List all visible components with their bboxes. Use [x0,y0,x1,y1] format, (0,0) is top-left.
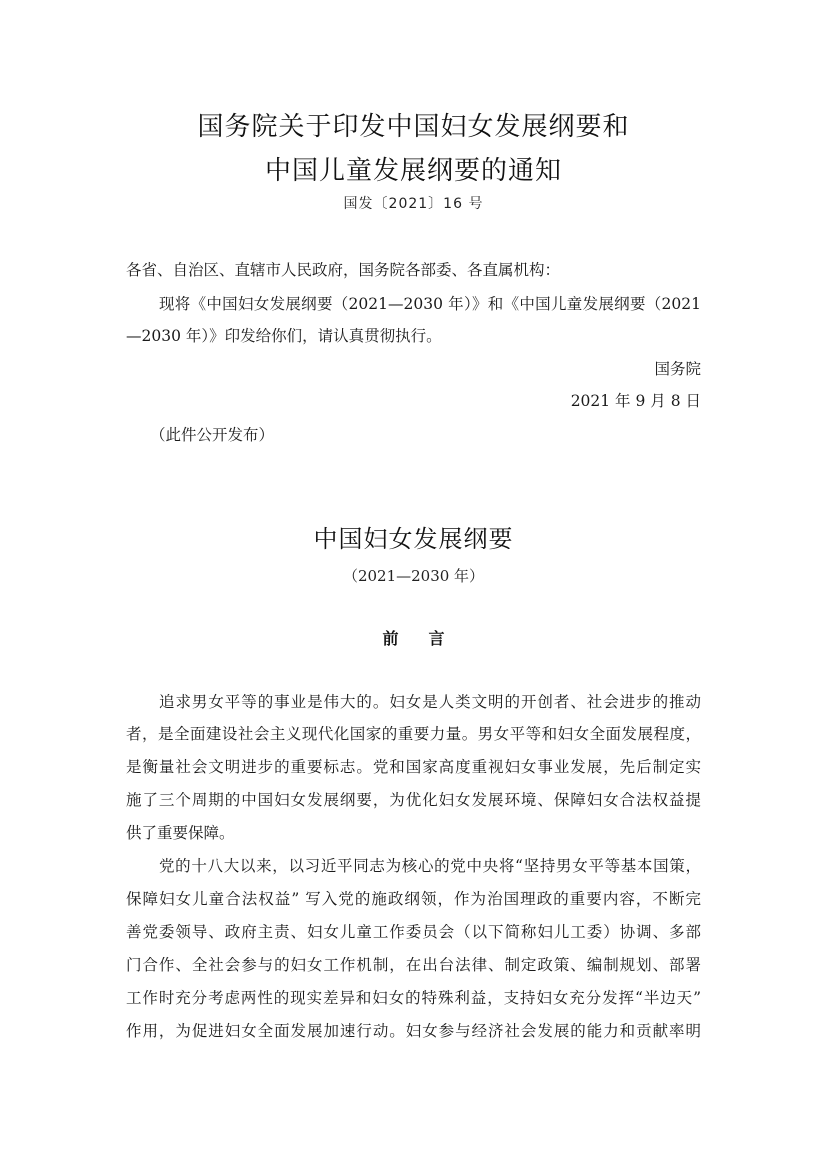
document-number: 国发〔2021〕16 号 [343,196,484,212]
paragraph-1-line: 者，是全面建设社会主义现代化国家的重要力量。男女平等和妇女全面发展程度， [126,725,701,743]
paragraph-2-line: 工作时充分考虑两性的现实差异和妇女的特殊利益，支持妇女充分发挥“半边天” [126,989,701,1007]
notice-title-line-1: 国务院关于印发中国妇女发展纲要和 [197,112,630,142]
paragraph-2-line: 门合作、全社会参与的妇女工作机制，在出台法律、制定政策、编制规划、部署 [126,956,701,974]
paragraph-2-line: 善党委领导、政府主责、妇女儿童工作委员会（以下简称妇儿工委）协调、多部 [126,923,701,941]
outline-title: 中国妇女发展纲要 [313,525,514,553]
paragraph-1-line: 追求男女平等的事业是伟大的。妇女是人类文明的开创者、社会进步的推动 [159,693,701,711]
signer: 国务院 [654,360,701,378]
notice-title-line-2: 中国儿童发展纲要的通知 [264,156,562,186]
paragraph-1-line: 供了重要保障。 [126,824,235,842]
salutation: 各省、自治区、直辖市人民政府，国务院各部委、各直属机构： [126,261,561,279]
outline-period: （2021—2030 年） [342,567,485,585]
section-heading: 前言 [382,629,475,648]
notice-body-line-1: 现将《中国妇女发展纲要（2021—2030 年）》和《中国儿童发展纲要（2021 [159,295,701,313]
paragraph-2-line: 作用，为促进妇女全面发展加速行动。妇女参与经济社会发展的能力和贡献率明 [126,1022,701,1040]
paragraph-2-line: 党的十八大以来，以习近平同志为核心的党中央将“坚持男女平等基本国策， [159,857,701,875]
issue-date: 2021 年 9 月 8 日 [570,392,701,410]
paragraph-1-line: 是衡量社会文明进步的重要标志。党和国家高度重视妇女事业发展，先后制定实 [126,758,701,776]
notice-body-line-2: —2030 年）》印发给你们，请认真贯彻执行。 [126,327,442,345]
paragraph-1-line: 施了三个周期的中国妇女发展纲要，为优化妇女发展环境、保障妇女合法权益提 [126,791,701,809]
paragraph-2-line: 保障妇女儿童合法权益” 写入党的施政纲领，作为治国理政的重要内容，不断完 [126,890,701,908]
publication-note: （此件公开发布） [150,426,275,444]
